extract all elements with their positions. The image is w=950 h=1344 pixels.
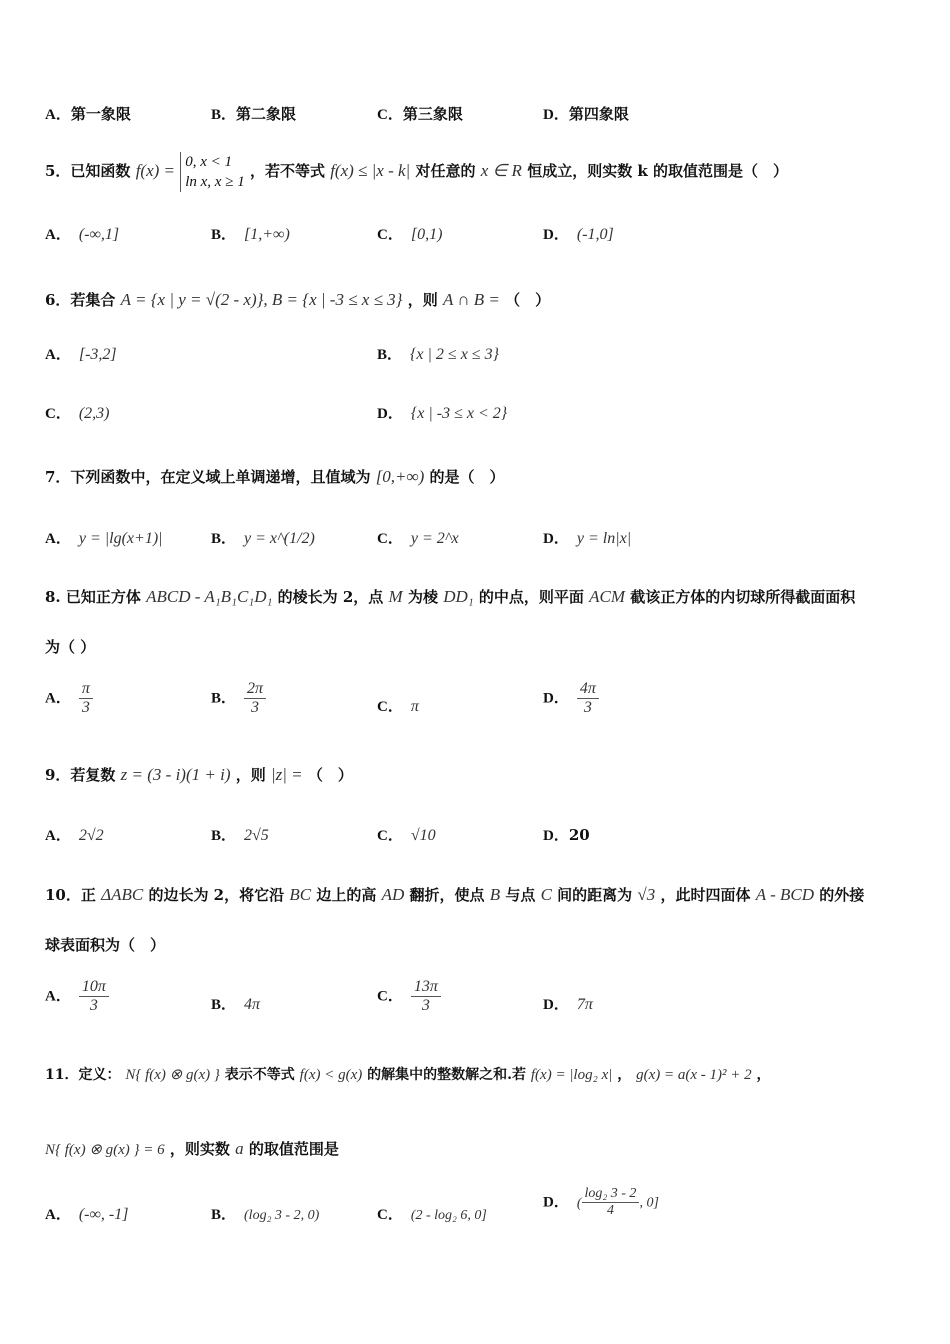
fraction-denominator: 3: [421, 997, 430, 1014]
option-label: C．: [377, 1207, 403, 1223]
q7-option-c[interactable]: [377, 527, 459, 548]
option-label: D．: [543, 107, 569, 123]
q9-option-c[interactable]: [377, 824, 436, 845]
option-math: [1,+∞): [244, 226, 290, 243]
q8-prefix: 8. 已知正方体: [45, 588, 141, 606]
q8-option-d[interactable]: [543, 680, 599, 717]
option-math: {x | -3 ≤ x < 2}: [410, 405, 508, 422]
option-label: A．: [45, 828, 71, 844]
option-fraction: [79, 978, 109, 1015]
q4-option-d[interactable]: [543, 103, 629, 124]
q11-function-f: f(x) = |log₂ x|: [530, 1067, 613, 1083]
q5-option-d[interactable]: [543, 223, 614, 244]
option-math: (-∞, -1]: [78, 1206, 129, 1223]
fraction-numerator: 13π: [411, 978, 441, 997]
option-label: C．: [377, 227, 403, 243]
option-label: D．: [543, 828, 569, 844]
q5-inequality: f(x) ≤ |x - k|: [330, 161, 411, 180]
q10-option-a[interactable]: [45, 978, 109, 1015]
fraction-denominator: 3: [251, 699, 260, 716]
question-10-line-2: [45, 934, 165, 955]
question-8-line-2: [45, 636, 95, 657]
q11-option-c[interactable]: [377, 1203, 487, 1224]
option-label: B．: [211, 1207, 237, 1223]
option-label: D．: [377, 406, 403, 422]
option-label: A．: [45, 988, 71, 1005]
option-math: (2,3): [78, 405, 110, 422]
q8-option-c[interactable]: [377, 695, 419, 716]
option-label: A．: [45, 1207, 71, 1223]
option-label: C．: [377, 988, 403, 1005]
q9-mid: ，则: [235, 766, 266, 784]
q5-option-b[interactable]: [211, 223, 290, 244]
option-label: C．: [377, 699, 403, 715]
q10-tetrahedron: A - BCD: [755, 885, 814, 904]
option-label: B．: [211, 828, 237, 844]
option-label: A．: [45, 347, 71, 363]
option-label: A．: [45, 227, 71, 243]
q10-text-7: 的外接: [819, 886, 865, 904]
option-math: (log₂ 3 - 2, 0): [244, 1208, 320, 1223]
option-math: 4π: [244, 996, 261, 1013]
q9-tail: （ ）: [307, 766, 353, 784]
q5-option-a[interactable]: [45, 223, 119, 244]
q11-comma-2: ，: [756, 1067, 771, 1083]
q10-bc: BC: [289, 885, 312, 904]
q11-option-b[interactable]: [211, 1203, 319, 1224]
q10-line-2: 球表面积为（ ）: [45, 936, 166, 954]
option-label: D．: [543, 690, 569, 707]
option-math: π: [410, 698, 419, 715]
q8-text-4: 截该正方体的内切球所得截面面积: [630, 588, 856, 606]
q5-tail: 恒成立，则实数 k 的取值范围是（ ）: [527, 162, 789, 180]
option-label: D．: [543, 997, 569, 1013]
option-text: 第三象限: [402, 105, 463, 123]
q6-option-d[interactable]: [377, 402, 507, 423]
q8-line-2: 为（ ）: [45, 638, 96, 656]
option-label: A．: [45, 531, 71, 547]
option-text: 20: [568, 826, 590, 844]
option-text: 第二象限: [236, 105, 297, 123]
option-math: 7π: [576, 996, 593, 1013]
q10-text-6: ，此时四面体: [660, 886, 751, 904]
option-label: A．: [45, 690, 71, 707]
question-10: [45, 884, 864, 905]
q11-function-g: g(x) = a(x - 1)² + 2: [636, 1067, 752, 1083]
q10-triangle: ΔABC: [101, 885, 144, 904]
option-label: D．: [543, 1194, 569, 1211]
q11-definition: N{ f(x) ⊗ g(x) }: [125, 1067, 220, 1083]
option-close: , 0]: [639, 1195, 659, 1211]
q11-text-1: 表示不等式: [224, 1067, 295, 1083]
q7-prefix: 7．下列函数中，在定义域上单调递增，且值域为: [45, 468, 371, 486]
q10-text-5: 间的距离为: [557, 886, 633, 904]
question-9: [45, 764, 353, 785]
q10-ad: AD: [381, 885, 405, 904]
q6-option-b[interactable]: [377, 343, 499, 364]
q10-point-c: C: [540, 885, 552, 904]
fraction-numerator: 10π: [79, 978, 109, 997]
q11-condition: N{ f(x) ⊗ g(x) } = 6: [45, 1142, 165, 1158]
q9-expression: z = (3 - i)(1 + i): [120, 765, 231, 784]
q5-option-c[interactable]: [377, 223, 442, 244]
question-11: [45, 1064, 771, 1084]
option-math: (-∞,1]: [78, 226, 120, 243]
q5-case-1: 0, x < 1: [185, 154, 233, 170]
fraction-denominator: 4: [606, 1203, 614, 1218]
option-math: [-3,2]: [78, 346, 117, 363]
option-label: C．: [377, 828, 403, 844]
q10-option-d[interactable]: [543, 993, 593, 1014]
q8-text-3: 的中点，则平面: [478, 588, 584, 606]
fraction-denominator: 3: [81, 699, 90, 716]
q7-option-d[interactable]: [543, 527, 631, 548]
option-label: B．: [211, 690, 237, 707]
q8-option-b[interactable]: [211, 680, 266, 717]
option-math: (2 - log₂ 6, 0]: [410, 1208, 487, 1223]
fraction-numerator: π: [79, 680, 93, 699]
q8-text-2: 为棱: [407, 588, 438, 606]
q8-cube: ABCD - A₁B₁C₁D₁: [146, 587, 273, 606]
option-label: D．: [543, 227, 569, 243]
option-label: B．: [211, 107, 237, 123]
option-label: B．: [211, 997, 237, 1013]
q10-option-b[interactable]: [211, 993, 260, 1014]
q5-mid2: 对任意的: [415, 162, 476, 180]
q8-plane: ACM: [589, 587, 626, 606]
option-math: [0,1): [410, 226, 443, 243]
fraction-denominator: 3: [583, 699, 592, 716]
q9-abs: |z| =: [270, 765, 303, 784]
q5-mid: ，若不等式: [249, 162, 325, 180]
q10-point-b: B: [489, 885, 501, 904]
q11-option-a[interactable]: [45, 1203, 128, 1224]
q8-point: M: [388, 587, 403, 606]
option-fraction: [582, 1186, 640, 1219]
q4-option-a[interactable]: [45, 103, 131, 124]
q10-text-1: 的边长为 2，将它沿: [148, 886, 285, 904]
q6-mid: ，则: [407, 291, 438, 309]
q4-option-c[interactable]: [377, 103, 463, 124]
q9-option-b[interactable]: [211, 824, 269, 845]
question-7: [45, 466, 505, 487]
q6-option-a[interactable]: [45, 343, 117, 364]
q10-option-c[interactable]: [377, 978, 441, 1015]
q9-prefix: 9．若复数: [45, 766, 116, 784]
option-math: y = ln|x|: [576, 530, 632, 547]
q10-text-4: 与点: [505, 886, 536, 904]
q8-edge: DD₁: [443, 587, 474, 606]
option-fraction: [411, 978, 441, 1015]
q10-text-3: 翻折，使点: [409, 886, 485, 904]
option-fraction: [79, 680, 93, 717]
option-label: C．: [45, 406, 71, 422]
question-6: [45, 289, 550, 310]
option-label: C．: [377, 107, 403, 123]
option-math: y = |lg(x+1)|: [78, 530, 163, 547]
q5-piecewise: [180, 152, 244, 192]
q11-text-4: 的取值范围是: [248, 1140, 339, 1158]
fraction-numerator: log₂ 3 - 2: [582, 1186, 640, 1203]
option-math: 2√5: [244, 827, 269, 844]
q10-text-2: 边上的高: [316, 886, 377, 904]
option-math: y = 2^x: [410, 530, 459, 547]
q11-variable-a: a: [235, 1139, 244, 1158]
option-label: A．: [45, 107, 71, 123]
q5-domain: x ∈ R: [480, 161, 522, 180]
question-5: [45, 152, 788, 192]
option-math: {x | 2 ≤ x ≤ 3}: [410, 346, 499, 363]
option-math: √10: [410, 827, 436, 844]
option-label: B．: [211, 531, 237, 547]
q11-text-2: 的解集中的整数解之和.若: [367, 1067, 526, 1083]
option-label: C．: [377, 531, 403, 547]
fraction-numerator: 4π: [577, 680, 599, 699]
fraction-denominator: 3: [89, 997, 98, 1014]
q6-expression: A ∩ B =: [442, 290, 500, 309]
option-open-paren: (: [576, 1195, 582, 1211]
option-math: y = x^(1/2): [244, 530, 315, 547]
q7-option-b[interactable]: [211, 527, 315, 548]
q7-tail: 的是（ ）: [429, 468, 505, 486]
option-text: 第四象限: [568, 105, 629, 123]
q4-option-b[interactable]: [211, 103, 296, 124]
q7-range: [0,+∞): [375, 467, 425, 486]
q11-prefix: 11．定义：: [45, 1067, 121, 1083]
option-math: 2√2: [78, 827, 104, 844]
q7-option-a[interactable]: [45, 527, 163, 548]
q5-prefix: 5．已知函数: [45, 162, 131, 180]
q11-inequality: f(x) < g(x): [299, 1067, 363, 1083]
question-8: [45, 586, 855, 607]
option-label: B．: [377, 347, 403, 363]
question-11-line-2: [45, 1138, 339, 1159]
q9-option-a[interactable]: [45, 824, 104, 845]
q6-sets: A = {x | y = √(2 - x)}, B = {x | -3 ≤ x ≤ 3}: [120, 290, 403, 309]
q9-option-d[interactable]: [543, 824, 590, 845]
q11-comma: ，: [617, 1067, 632, 1083]
q5-case-2: ln x, x ≥ 1: [185, 174, 245, 190]
q10-distance: √3: [637, 885, 656, 904]
q11-text-3: ，则实数: [169, 1140, 230, 1158]
option-fraction: [577, 680, 599, 717]
option-label: D．: [543, 531, 569, 547]
q10-prefix: 10．正: [45, 886, 96, 904]
fraction-numerator: 2π: [244, 680, 266, 699]
option-label: B．: [211, 227, 237, 243]
option-math: (-1,0]: [576, 226, 614, 243]
q6-option-c[interactable]: [45, 402, 110, 423]
q8-text-1: 的棱长为 2，点: [277, 588, 384, 606]
q8-option-a[interactable]: [45, 680, 93, 717]
q6-prefix: 6．若集合: [45, 291, 116, 309]
q5-function: f(x) =: [135, 161, 175, 180]
q11-option-d[interactable]: [543, 1186, 659, 1219]
option-fraction: [244, 680, 266, 717]
q6-tail: （ ）: [505, 291, 551, 309]
option-text: 第一象限: [70, 105, 131, 123]
